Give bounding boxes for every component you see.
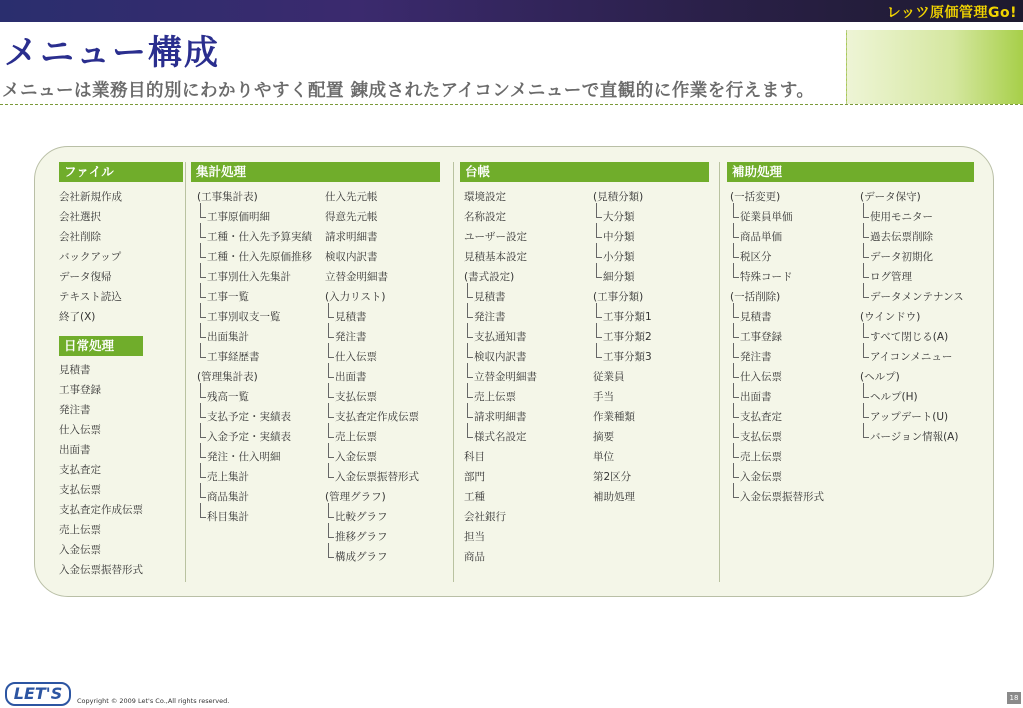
tree-connector <box>328 403 334 418</box>
menu-item[interactable]: 工事分類2 <box>603 331 652 343</box>
menu-item[interactable]: 入金伝票 <box>335 451 377 463</box>
tree-connector <box>733 223 739 238</box>
header-file: ファイル <box>59 162 183 182</box>
tree-connector <box>863 243 869 258</box>
menu-item[interactable]: 出面書 <box>740 391 772 403</box>
menu-item[interactable]: 商品単価 <box>740 231 782 243</box>
menu-item[interactable]: (一括削除) <box>730 291 781 303</box>
menu-item[interactable]: 様式名設定 <box>474 431 527 443</box>
tree-connector <box>733 323 739 338</box>
menu-item[interactable]: 入金伝票振替形式 <box>59 564 143 576</box>
column-separator <box>185 162 186 582</box>
menu-item[interactable]: 検収内訳書 <box>474 351 527 363</box>
menu-item[interactable]: 会社銀行 <box>464 511 506 523</box>
tree-connector <box>863 203 869 218</box>
menu-item[interactable]: 商品 <box>464 551 485 563</box>
tree-connector <box>200 203 206 218</box>
tree-connector <box>200 503 206 518</box>
tree-connector <box>863 323 869 338</box>
tree-connector <box>328 443 334 458</box>
menu-item[interactable]: ユーザー設定 <box>464 231 527 243</box>
menu-item[interactable]: (データ保守) <box>860 191 921 203</box>
menu-item[interactable]: 従業員単価 <box>740 211 793 223</box>
menu-item[interactable]: 見積書 <box>59 364 91 376</box>
menu-item[interactable]: 会社削除 <box>59 231 101 243</box>
tree-connector <box>200 263 206 278</box>
tree-connector <box>733 403 739 418</box>
tree-connector <box>200 323 206 338</box>
tree-connector <box>200 483 206 498</box>
menu-item[interactable]: 入金伝票 <box>740 471 782 483</box>
tree-connector <box>733 203 739 218</box>
menu-item[interactable]: 工事別仕入先集計 <box>207 271 291 283</box>
menu-item[interactable]: 入金予定・実績表 <box>207 431 291 443</box>
menu-item[interactable]: 工種 <box>464 491 485 503</box>
menu-item[interactable]: 商品集計 <box>207 491 249 503</box>
menu-item[interactable]: 売上集計 <box>207 471 249 483</box>
menu-item[interactable]: 工事経歴書 <box>207 351 260 363</box>
tree-connector <box>328 343 334 358</box>
tree-connector <box>733 483 739 498</box>
menu-item[interactable]: 見積書 <box>335 311 367 323</box>
menu-item[interactable]: 工事別収支一覧 <box>207 311 281 323</box>
tree-connector <box>863 343 869 358</box>
menu-item[interactable]: (ヘルプ) <box>860 371 900 383</box>
menu-item[interactable]: 検収内訳書 <box>325 251 378 263</box>
menu-item[interactable]: 中分類 <box>603 231 635 243</box>
menu-item[interactable]: 支払査定 <box>740 411 782 423</box>
tree-connector <box>863 383 869 398</box>
menu-item[interactable]: 比較グラフ <box>335 511 388 523</box>
menu-item[interactable]: アップデート(U) <box>870 411 949 423</box>
menu-item[interactable]: 特殊コード <box>740 271 793 283</box>
menu-item[interactable]: 単位 <box>593 451 614 463</box>
menu-item[interactable]: 工事分類3 <box>603 351 652 363</box>
menu-item[interactable]: 入金伝票 <box>59 544 101 556</box>
column-separator <box>453 162 454 582</box>
menu-item[interactable]: 支払通知書 <box>474 331 527 343</box>
menu-item[interactable]: 仕入伝票 <box>335 351 377 363</box>
menu-item[interactable]: 支払査定作成伝票 <box>59 504 143 516</box>
tree-connector <box>733 263 739 278</box>
menu-item[interactable]: バージョン情報(A) <box>870 431 959 443</box>
tree-connector <box>467 363 473 378</box>
header-shukei: 集計処理 <box>191 162 440 182</box>
menu-item[interactable]: 残高一覧 <box>207 391 249 403</box>
menu-item[interactable]: 会社選択 <box>59 211 101 223</box>
tree-connector <box>328 363 334 378</box>
menu-item[interactable]: 科目 <box>464 451 485 463</box>
tree-connector <box>733 443 739 458</box>
menu-item[interactable]: データ初期化 <box>870 251 933 263</box>
menu-item[interactable]: 過去伝票削除 <box>870 231 933 243</box>
tree-connector <box>596 343 602 358</box>
decorative-green-box <box>846 30 1023 104</box>
menu-item[interactable]: 発注書 <box>335 331 367 343</box>
tree-connector <box>596 303 602 318</box>
menu-item[interactable]: (一括変更) <box>730 191 781 203</box>
menu-item[interactable]: 仕入伝票 <box>59 424 101 436</box>
menu-item[interactable]: テキスト読込 <box>59 291 122 303</box>
menu-item[interactable]: 担当 <box>464 531 485 543</box>
tree-connector <box>733 383 739 398</box>
menu-item[interactable]: 売上伝票 <box>740 451 782 463</box>
tree-connector <box>467 423 473 438</box>
menu-item[interactable]: 工種・仕入先原価推移 <box>207 251 312 263</box>
menu-item[interactable]: 支払査定 <box>59 464 101 476</box>
menu-item[interactable]: 小分類 <box>603 251 635 263</box>
menu-item[interactable]: 名称設定 <box>464 211 506 223</box>
page-number: 18 <box>1007 692 1021 704</box>
header-daily: 日常処理 <box>59 336 143 356</box>
menu-item[interactable]: 支払予定・実績表 <box>207 411 291 423</box>
page-title: メニュー構成 <box>4 33 220 73</box>
tree-connector <box>733 343 739 358</box>
menu-panel <box>34 146 994 597</box>
menu-item[interactable]: 請求明細書 <box>325 231 378 243</box>
tree-connector <box>200 443 206 458</box>
tree-connector <box>863 223 869 238</box>
menu-item[interactable]: アイコンメニュー <box>870 351 953 363</box>
menu-item[interactable]: 工事登録 <box>59 384 101 396</box>
menu-item[interactable]: 売上伝票 <box>335 431 377 443</box>
menu-item[interactable]: 出面書 <box>335 371 367 383</box>
menu-item[interactable]: 支払査定作成伝票 <box>335 411 419 423</box>
menu-item[interactable]: (管理グラフ) <box>325 491 386 503</box>
tree-connector <box>733 243 739 258</box>
header-hojo: 補助処理 <box>727 162 974 182</box>
menu-item[interactable]: 見積書 <box>474 291 506 303</box>
lets-logo: LET'S <box>5 682 71 706</box>
tree-connector <box>200 243 206 258</box>
menu-item[interactable]: 売上伝票 <box>474 391 516 403</box>
tree-connector <box>328 543 334 558</box>
copyright-text: Copyright © 2009 Let's Co.,All rights reserved. <box>77 697 230 705</box>
menu-item[interactable]: データ復帰 <box>59 271 112 283</box>
page-subtitle: メニューは業務目的別にわかりやすく配置 錬成されたアイコンメニューで直観的に作業を行えます。 <box>2 81 815 101</box>
menu-item[interactable]: (見積分類) <box>593 191 644 203</box>
tree-connector <box>596 243 602 258</box>
menu-item[interactable]: 見積基本設定 <box>464 251 527 263</box>
menu-item[interactable]: 立替金明細書 <box>474 371 537 383</box>
menu-item[interactable]: (ウインドウ) <box>860 311 921 323</box>
tree-connector <box>328 423 334 438</box>
brand-title: レッツ原価管理Go! <box>886 5 1017 21</box>
menu-item[interactable]: 入金伝票振替形式 <box>740 491 824 503</box>
menu-item[interactable]: (書式設定) <box>464 271 515 283</box>
menu-item[interactable]: 支払伝票 <box>335 391 377 403</box>
tree-connector <box>200 463 206 478</box>
tree-connector <box>467 343 473 358</box>
menu-item[interactable]: 第2区分 <box>593 471 632 483</box>
tree-connector <box>200 343 206 358</box>
tree-connector <box>467 303 473 318</box>
menu-item[interactable]: 工事分類1 <box>603 311 652 323</box>
menu-item[interactable]: 工事原価明細 <box>207 211 270 223</box>
tree-connector <box>863 403 869 418</box>
menu-item[interactable]: 補助処理 <box>593 491 635 503</box>
menu-item[interactable]: 終了(X) <box>59 311 96 323</box>
tree-connector <box>328 303 334 318</box>
tree-connector <box>733 363 739 378</box>
tree-connector <box>733 423 739 438</box>
tree-connector <box>200 403 206 418</box>
menu-item[interactable]: 支払伝票 <box>740 431 782 443</box>
menu-item[interactable]: ログ管理 <box>870 271 912 283</box>
menu-item[interactable]: 出面集計 <box>207 331 249 343</box>
tree-connector <box>200 383 206 398</box>
title-divider <box>0 104 1023 105</box>
menu-item[interactable]: 推移グラフ <box>335 531 388 543</box>
menu-item[interactable]: 使用モニター <box>870 211 933 223</box>
tree-connector <box>200 303 206 318</box>
menu-item[interactable]: 出面書 <box>59 444 91 456</box>
menu-item[interactable]: 環境設定 <box>464 191 506 203</box>
menu-item[interactable]: すべて閉じる(A) <box>870 331 949 343</box>
menu-item[interactable]: 科目集計 <box>207 511 249 523</box>
menu-item[interactable]: 構成グラフ <box>335 551 388 563</box>
top-banner <box>0 0 1023 22</box>
tree-connector <box>596 223 602 238</box>
tree-connector <box>467 383 473 398</box>
menu-item[interactable]: 発注書 <box>740 351 772 363</box>
menu-item[interactable]: 発注書 <box>59 404 91 416</box>
menu-item[interactable]: 立替金明細書 <box>325 271 388 283</box>
column-separator <box>719 162 720 582</box>
tree-connector <box>200 223 206 238</box>
menu-item[interactable]: 仕入伝票 <box>740 371 782 383</box>
menu-item[interactable]: (工事集計表) <box>197 191 258 203</box>
tree-connector <box>328 463 334 478</box>
menu-item[interactable]: 得意先元帳 <box>325 211 378 223</box>
tree-connector <box>328 383 334 398</box>
header-daicho: 台帳 <box>460 162 709 182</box>
tree-connector <box>733 303 739 318</box>
tree-connector <box>467 283 473 298</box>
menu-item[interactable]: 支払伝票 <box>59 484 101 496</box>
menu-item[interactable]: 請求明細書 <box>474 411 527 423</box>
menu-item[interactable]: 工種・仕入先予算実績 <box>207 231 312 243</box>
menu-item[interactable]: 入金伝票振替形式 <box>335 471 419 483</box>
tree-connector <box>328 323 334 338</box>
menu-item[interactable]: 見積書 <box>740 311 772 323</box>
tree-connector <box>596 203 602 218</box>
tree-connector <box>200 283 206 298</box>
menu-item[interactable]: 発注書 <box>474 311 506 323</box>
tree-connector <box>328 503 334 518</box>
menu-item[interactable]: 工事登録 <box>740 331 782 343</box>
tree-connector <box>596 323 602 338</box>
menu-item[interactable]: 摘要 <box>593 431 614 443</box>
menu-item[interactable]: (管理集計表) <box>197 371 258 383</box>
menu-item[interactable]: 工事一覧 <box>207 291 249 303</box>
menu-item[interactable]: 発注・仕入明細 <box>207 451 281 463</box>
menu-item[interactable]: 従業員 <box>593 371 625 383</box>
tree-connector <box>733 463 739 478</box>
tree-connector <box>200 423 206 438</box>
tree-connector <box>467 403 473 418</box>
menu-item[interactable]: 売上伝票 <box>59 524 101 536</box>
menu-item[interactable]: 税区分 <box>740 251 772 263</box>
tree-connector <box>863 283 869 298</box>
tree-connector <box>328 523 334 538</box>
menu-item[interactable]: ヘルプ(H) <box>870 391 918 403</box>
tree-connector <box>863 423 869 438</box>
menu-item[interactable]: 大分類 <box>603 211 635 223</box>
menu-item[interactable]: 部門 <box>464 471 485 483</box>
menu-item[interactable]: (入力リスト) <box>325 291 386 303</box>
tree-connector <box>596 263 602 278</box>
menu-item[interactable]: 手当 <box>593 391 614 403</box>
tree-connector <box>863 263 869 278</box>
menu-item[interactable]: バックアップ <box>59 251 122 263</box>
menu-item[interactable]: 会社新規作成 <box>59 191 122 203</box>
menu-item[interactable]: データメンテナンス <box>870 291 964 303</box>
tree-connector <box>467 323 473 338</box>
menu-item[interactable]: 作業種類 <box>593 411 635 423</box>
menu-item[interactable]: 仕入先元帳 <box>325 191 378 203</box>
menu-item[interactable]: (工事分類) <box>593 291 644 303</box>
menu-item[interactable]: 細分類 <box>603 271 635 283</box>
